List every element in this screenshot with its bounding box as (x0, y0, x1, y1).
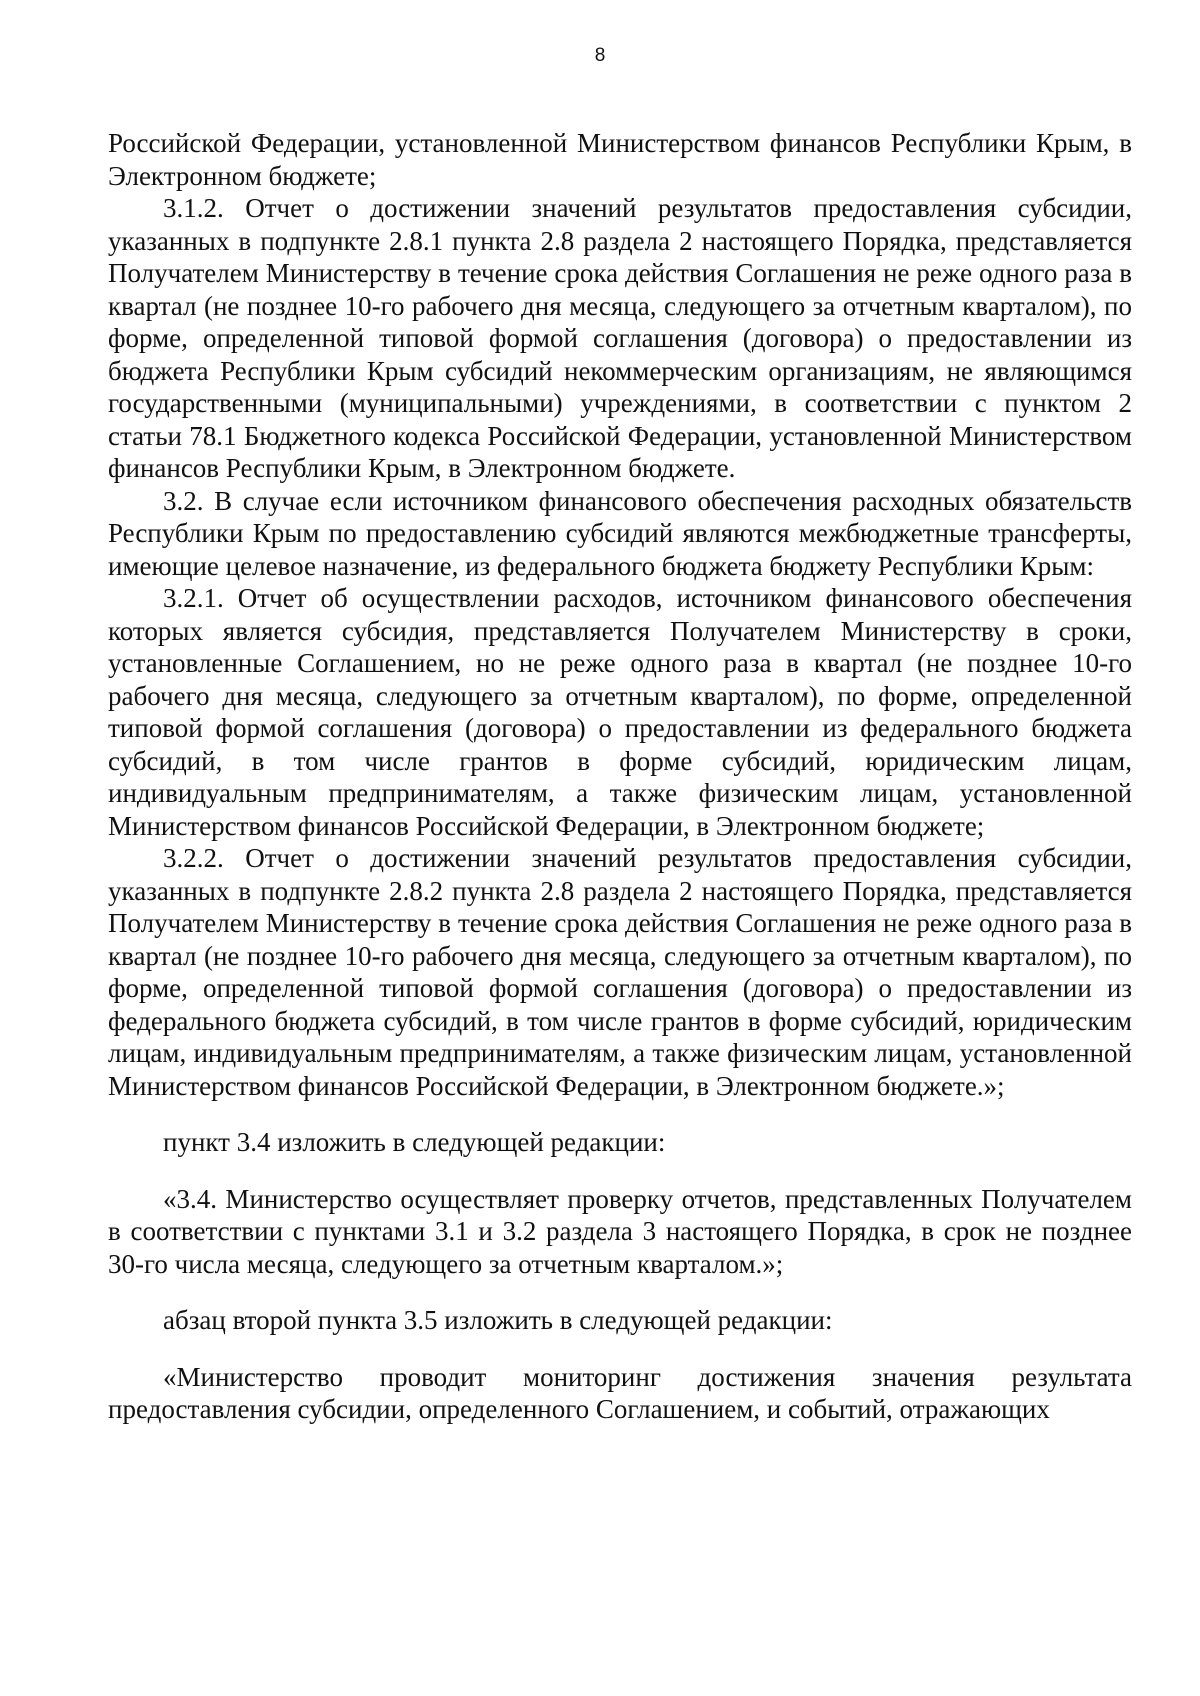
document-body (108, 127, 1132, 1426)
paragraph-3-1-2: 3.1.2. Отчет о достижении значений результатов предоставления субсидии, указанных в подпункте 2.8.1 пункта 2.8 раздела 2 настоящего Порядка, представляется Получателем Министерству в течение срока действия Соглашения не реже одного раза в квартал (не позднее 10-го рабочего дня месяца, следующего за отчетным кварталом), по форме, определенной типовой формой соглашения (договора) о предоставлении из бюджета Республики Крым субсидий некоммерческим организациям, не являющимся государственными (муниципальными) учреждениями, в соответствии с пунктом 2 статьи 78.1 Бюджетного кодекса Российской Федерации, установленной Министерством финансов Республики Крым, в Электронном бюджете. (108, 193, 1132, 483)
paragraph-3-2-1: 3.2.1. Отчет об осуществлении расходов, источником финансового обеспечения которых является субсидия, представляется Получателем Министерству в сроки, установленные Соглашением, но не реже одного раза в квартал (не позднее 10-го рабочего дня месяца, следующего за отчетным кварталом), по форме, определенной типовой формой соглашения (договора) о предоставлении из федерального бюджета субсидий, в том числе грантов в форме субсидий, юридическим лицам, индивидуальным предпринимателям, а также физическим лицам, установленной Министерством финансов Российской Федерации, в Электронном бюджете; (108, 583, 1132, 841)
paragraph-3-2: 3.2. В случае если источником финансового обеспечения расходных обязательств Республики Крым по предоставлению субсидий являются межбюджетные трансферты, имеющие целевое назначение, из федерального бюджета бюджету Республики Крым: (108, 485, 1132, 581)
amendment-instruction-3-4: пункт 3.4 изложить в следующей редакции: (163, 1127, 666, 1157)
paragraph-continuation: Российской Федерации, установленной Министерством финансов Республики Крым, в Электронном бюджете; (108, 128, 1132, 191)
amendment-instruction-3-5: абзац второй пункта 3.5 изложить в следующей редакции: (163, 1305, 833, 1335)
paragraph-3-5-second: «Министерство проводит мониторинг достижения значения результата предоставления субсидии, определенного Соглашением, и событий, отражающих (108, 1361, 1132, 1424)
page-number: 8 (594, 45, 606, 66)
paragraph-3-4: «3.4. Министерство осуществляет проверку отчетов, представленных Получателем в соответствии с пунктами 3.1 и 3.2 раздела 3 настоящего Порядка, в срок не позднее 30-го числа месяца, следующего за отчетным кварталом.»; (108, 1183, 1132, 1279)
paragraph-3-2-2: 3.2.2. Отчет о достижении значений результатов предоставления субсидии, указанных в подпункте 2.8.2 пункта 2.8 раздела 2 настоящего Порядка, представляется Получателем Министерству в течение срока действия Соглашения не реже одного раза в квартал (не позднее 10-го рабочего дня месяца, следующего за отчетным кварталом), по форме, определенной типовой формой соглашения (договора) о предоставлении из федерального бюджета субсидий, в том числе грантов в форме субсидий, юридическим лицам, индивидуальным предпринимателям, а также физическим лицам, установленной Министерством финансов Российской Федерации, в Электронном бюджете.»; (108, 843, 1132, 1101)
